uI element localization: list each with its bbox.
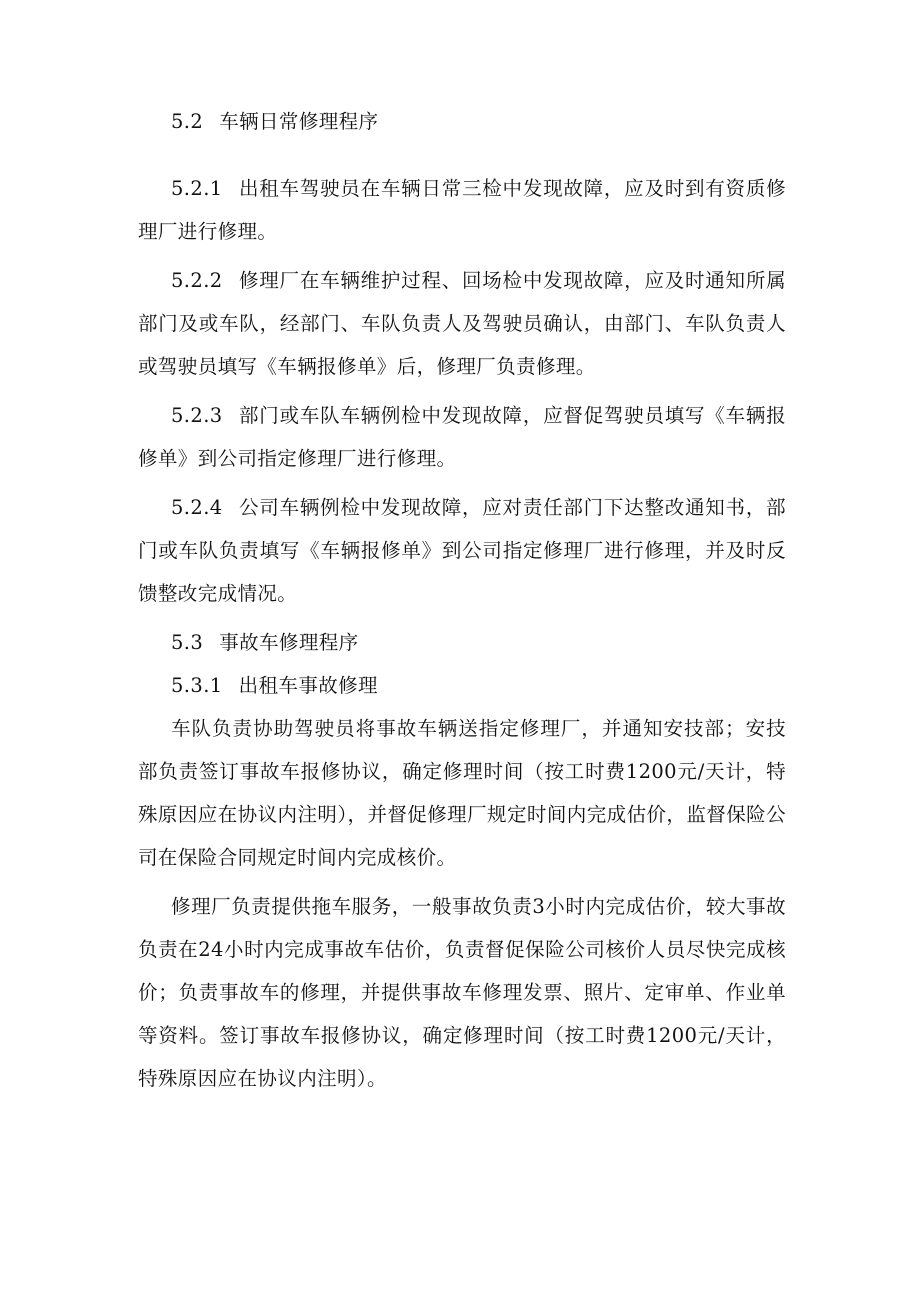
clause-5-2-2 bbox=[138, 259, 786, 388]
clause-number: 5.2.1 bbox=[171, 177, 223, 200]
paragraph-fleet-responsibility: 车队负责协助驾驶员将事故车辆送指定修理厂，并通知安技部；安技部负责签订事故车报修协议，确定修理时间（按工时费1200元/天计，特殊原因应在协议内注明），并督促修理厂规定时间内完成估价，监督保险公司在保险合同规定时间内完成核价。 bbox=[138, 717, 786, 869]
clause-text: 修理厂在车辆维护过程、回场检中发现故障，应及时通知所属部门及或车队，经部门、车队负责人及驾驶员确认，由部门、车队负责人或驾驶员填写《车辆报修单》后，修理厂负责修理。 bbox=[138, 269, 786, 378]
clause-5-2-4 bbox=[138, 486, 786, 615]
section-number: 5.3.1 bbox=[171, 674, 223, 697]
section-title: 出租车事故修理 bbox=[238, 674, 378, 697]
section-heading-5-3-1 bbox=[138, 664, 786, 707]
clause-text: 公司车辆例检中发现故障，应对责任部门下达整改通知书，部门或车队负责填写《车辆报修单》到公司指定修理厂进行修理，并及时反馈整改完成情况。 bbox=[138, 496, 786, 605]
clause-number: 5.2.2 bbox=[171, 269, 223, 292]
clause-number: 5.2.4 bbox=[171, 496, 223, 519]
paragraph-repair-shop-responsibility: 修理厂负责提供拖车服务，一般事故负责3小时内完成估价，较大事故负责在24小时内完成事故车估价，负责督促保险公司核价人员尽快完成核价；负责事故车的修理，并提供事故车修理发票、照片、定审单、作业单等资料。签订事故车报修协议，确定修理时间（按工时费1200元/天计，特殊原因应在协议内注明）。 bbox=[138, 895, 786, 1090]
clause-text: 部门或车队车辆例检中发现故障，应督促驾驶员填写《车辆报修单》到公司指定修理厂进行修理。 bbox=[138, 404, 786, 470]
clause-text: 出租车驾驶员在车辆日常三检中发现故障，应及时到有资质修理厂进行修理。 bbox=[138, 177, 786, 243]
section-number: 5.3 bbox=[171, 631, 204, 654]
spacer bbox=[138, 143, 786, 167]
section-title: 事故车修理程序 bbox=[219, 631, 359, 654]
document-body bbox=[138, 100, 786, 1100]
clause-5-2-1 bbox=[138, 167, 786, 253]
section-heading-5-2 bbox=[138, 100, 786, 143]
clause-5-2-3 bbox=[138, 394, 786, 480]
section-title: 车辆日常修理程序 bbox=[219, 110, 379, 133]
clause-number: 5.2.3 bbox=[171, 404, 223, 427]
section-number: 5.2 bbox=[171, 110, 204, 133]
section-heading-5-3 bbox=[138, 621, 786, 664]
